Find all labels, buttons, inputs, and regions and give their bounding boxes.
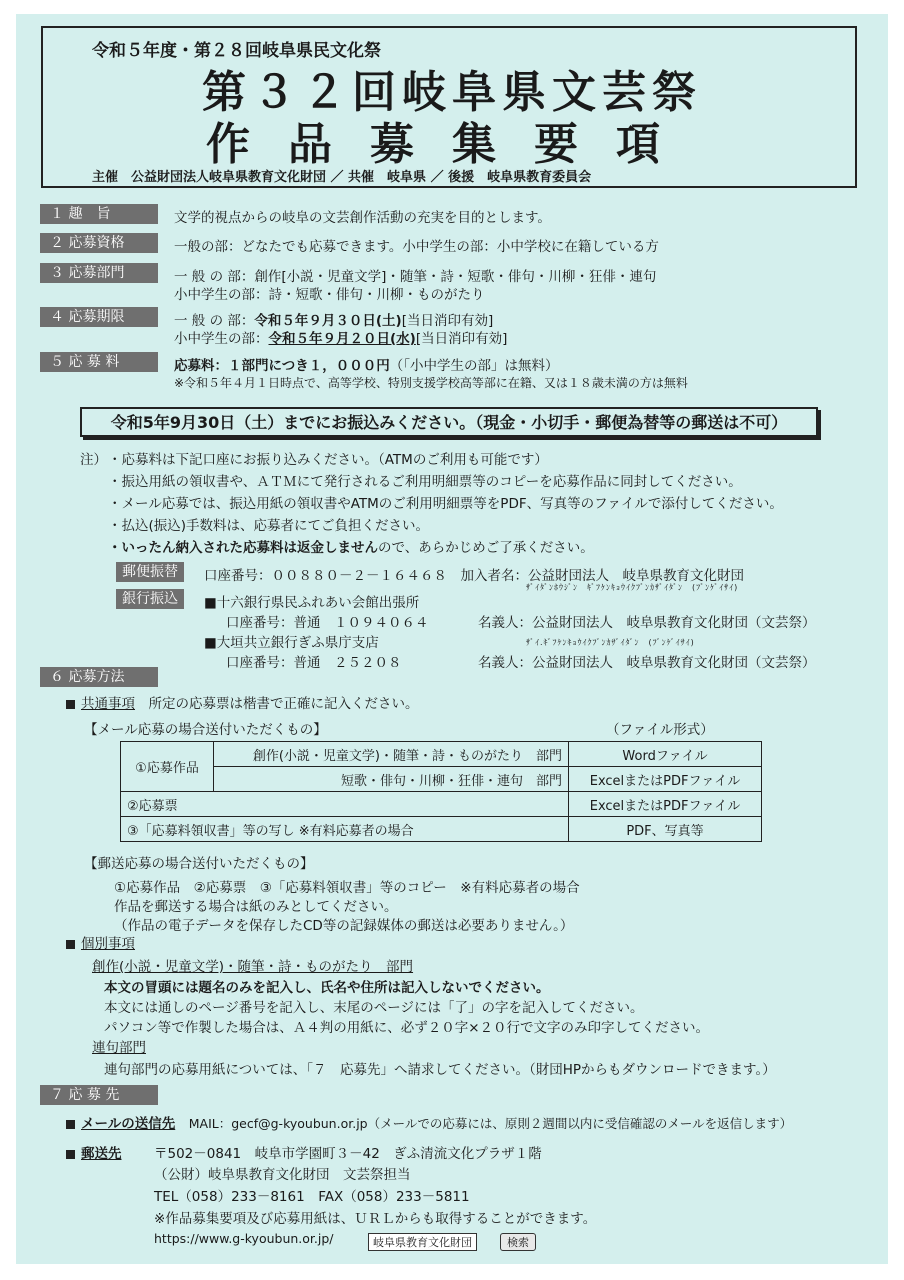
post-items-2: 作品を郵送する場合は紙のみとしてください。: [114, 899, 398, 915]
page-title: 第３２回岐阜県文芸祭: [202, 67, 702, 118]
table-cell: 短歌・俳句・川柳・狂俳・連句 部門: [214, 767, 569, 792]
section-label-fee: ５ 応 募 料: [40, 352, 158, 372]
bank2-holder: 名義人：公益財団法人 岐阜県教育文化財団（文芸祭）: [478, 655, 816, 671]
table-row: [121, 742, 762, 767]
bank1-name: ■十六銀行県民ふれあい会館出張所: [204, 595, 420, 611]
square-bullet-icon: [66, 700, 75, 709]
postal-transfer-label: 郵便振替: [116, 562, 184, 582]
eligibility-text: 一般の部：どなたでも応募できます。小中学生の部：小中学校に在籍している方: [174, 239, 659, 255]
file-format-heading: （ファイル形式）: [606, 722, 714, 738]
deadline-general: 一 般 の 部：令和５年９月３０日(土)[当日消印有効]: [174, 313, 494, 329]
table-cell: PDF、写真等: [569, 817, 762, 842]
section-label-eligibility: ２ 応募資格: [40, 233, 158, 253]
table-cell: ②応募票: [121, 792, 569, 817]
address-1: 〒502－0841 岐阜市学園町３－42 ぎふ清流文化プラザ１階: [154, 1146, 542, 1162]
section-label-categories: ３ 応募部門: [40, 263, 158, 283]
individual-rules: 個別事項: [66, 932, 135, 952]
table-cell: ③「応募料領収書」等の写し ※有料応募者の場合: [121, 817, 569, 842]
notes-prefix: 注）: [80, 452, 107, 468]
fee-text: 応募料：１部門につき１，０００円（「小中学生の部」は無料）: [174, 358, 559, 374]
categories-general: 一 般 の 部：創作[小説・児童文学]・随筆・詩・短歌・俳句・川柳・狂俳・連句: [174, 269, 657, 285]
post-items-3: （作品の電子データを保存したCD等の記録媒体の郵送は必要ありません。）: [114, 918, 574, 934]
section-label-destination: ７ 応 募 先: [40, 1085, 158, 1105]
page-title-2: 作品募集要項: [206, 119, 698, 170]
individual-sub-renku: 連句部門: [92, 1040, 146, 1056]
website-url[interactable]: https://www.g-kyoubun.or.jp/: [154, 1231, 334, 1246]
section-label-deadline: ４ 応募期限: [40, 307, 158, 327]
bank1-account: 口座番号：普通 １０９４０６４: [226, 615, 429, 631]
mail-items-table: [120, 741, 762, 842]
mail-items-heading: 【メール応募の場合送付いただくもの】: [84, 722, 327, 738]
table-cell: ExcelまたはPDFファイル: [569, 792, 762, 817]
bank2-holder-ruby: ｻﾞｲ.ｷﾞﾌｹﾝｷｮｳｲｸﾌﾞﾝｶｻﾞｲﾀﾞﾝ (ﾌﾞﾝｹﾞｲｻｲ): [526, 638, 695, 647]
bank1-holder-ruby: ｻﾞｲﾀﾞﾝﾎｳｼﾞﾝ ｷﾞﾌｹﾝｷｮｳｲｸﾌﾞﾝｶｻﾞｲﾀﾞﾝ (ﾌﾞﾝｹﾞｲｻｲ): [526, 583, 739, 592]
purpose-text: 文学的視点からの岐阜の文芸創作活動の充実を目的とします。: [174, 210, 551, 226]
section-label-method: ６ 応募方法: [40, 667, 158, 687]
mail-destination: メールの送信先 MAIL：gecf@g-kyoubun.or.jp（メールでの応募には、原則２週間以内に受信確認のメールを返信します）: [66, 1112, 792, 1132]
common-rules: 共通事項 所定の応募票は楷書で正確に記入ください。: [66, 692, 419, 712]
individual-rule-3: パソコン等で作製した場合は、Ａ４判の用紙に、必ず２０字×２０行で文字のみ印字してください。: [104, 1020, 710, 1036]
note-3: ・メール応募では、振込用紙の領収書やATMのご利用明細票等をPDF、写真等のファイルで添付してください。: [108, 496, 783, 512]
bank-transfer-label: 銀行振込: [116, 589, 184, 609]
note-2: ・振込用紙の領収書や、ＡＴＭにて発行されるご利用明細票等のコピーを応募作品に同封してください。: [108, 474, 742, 490]
individual-sub-creative: 創作(小説・児童文学)・随筆・詩・ものがたり 部門: [92, 959, 414, 975]
categories-students: 小中学生の部：詩・短歌・俳句・川柳・ものがたり: [174, 287, 485, 303]
table-cell: ①応募作品: [121, 742, 214, 792]
square-bullet-icon: [66, 940, 75, 949]
post-destination: 郵送先: [66, 1142, 122, 1162]
table-row: [121, 817, 762, 842]
deadline-students: 小中学生の部：令和５年９月２０日(水)[当日消印有効]: [174, 331, 508, 347]
table-cell: 創作(小説・児童文学)・随筆・詩・ものがたり 部門: [214, 742, 569, 767]
individual-rule-2: 本文には通しのページ番号を記入し、末尾のページには「了」の字を記入してください。: [104, 1000, 644, 1016]
address-4: ※作品募集要項及び応募用紙は、ＵＲＬからも取得することができます。: [154, 1211, 597, 1227]
table-row: [121, 767, 762, 792]
table-cell: ExcelまたはPDFファイル: [569, 767, 762, 792]
address-3: TEL（058）233－8161 FAX（058）233－5811: [154, 1189, 470, 1205]
table-cell: Wordファイル: [569, 742, 762, 767]
payment-deadline-notice: 令和5年9月30日（土）までにお振込みください。（現金・小切手・郵便為替等の郵送は不可）: [80, 407, 818, 437]
section-label-purpose: １ 趣 旨: [40, 204, 158, 224]
postal-account: 口座番号：００８８０－２－１６４６８ 加入者名：公益財団法人 岐阜県教育文化財団: [204, 568, 744, 584]
address-2: （公財）岐阜県教育文化財団 文芸祭担当: [154, 1167, 411, 1183]
note-4: ・払込(振込)手数料は、応募者にてご負担ください。: [108, 518, 430, 534]
square-bullet-icon: [66, 1120, 75, 1129]
post-items-heading: 【郵送応募の場合送付いただくもの】: [84, 856, 314, 872]
organizers: 主催 公益財団法人岐阜県教育文化財団 ／ 共催 岐阜県 ／ 後援 岐阜県教育委員会: [92, 170, 592, 185]
note-5: ・いったん納入された応募料は返金しませんので、あらかじめご了承ください。: [108, 540, 594, 556]
bank2-account: 口座番号：普通 ２５２０８: [226, 655, 402, 671]
individual-rule-1: 本文の冒頭には題名のみを記入し、氏名や住所は記入しないでください。: [104, 980, 550, 996]
note-1: ・応募料は下記口座にお振り込みください。（ATMのご利用も可能です）: [108, 452, 548, 468]
search-button: 検索: [500, 1231, 536, 1251]
bank2-name: ■大垣共立銀行ぎふ県庁支店: [204, 635, 379, 651]
post-items-1: ①応募作品 ②応募票 ③「応募料領収書」等のコピー ※有料応募者の場合: [114, 880, 580, 896]
square-bullet-icon: [66, 1150, 75, 1159]
bank1-holder: 名義人：公益財団法人 岐阜県教育文化財団（文芸祭）: [478, 615, 816, 631]
table-row: [121, 792, 762, 817]
festival-subtitle: 令和５年度・第２８回岐阜県民文化祭: [92, 41, 381, 61]
fee-exemption: ※令和５年４月１日時点で、高等学校、特別支援学校高等部に在籍、又は１８歳未満の方は無料: [174, 376, 688, 390]
search-box: 岐阜県教育文化財団: [368, 1231, 477, 1251]
individual-rule-4: 連句部門の応募用紙については、「７ 応募先」へ請求してください。（財団HPからもダウンロードできます。）: [104, 1062, 776, 1078]
